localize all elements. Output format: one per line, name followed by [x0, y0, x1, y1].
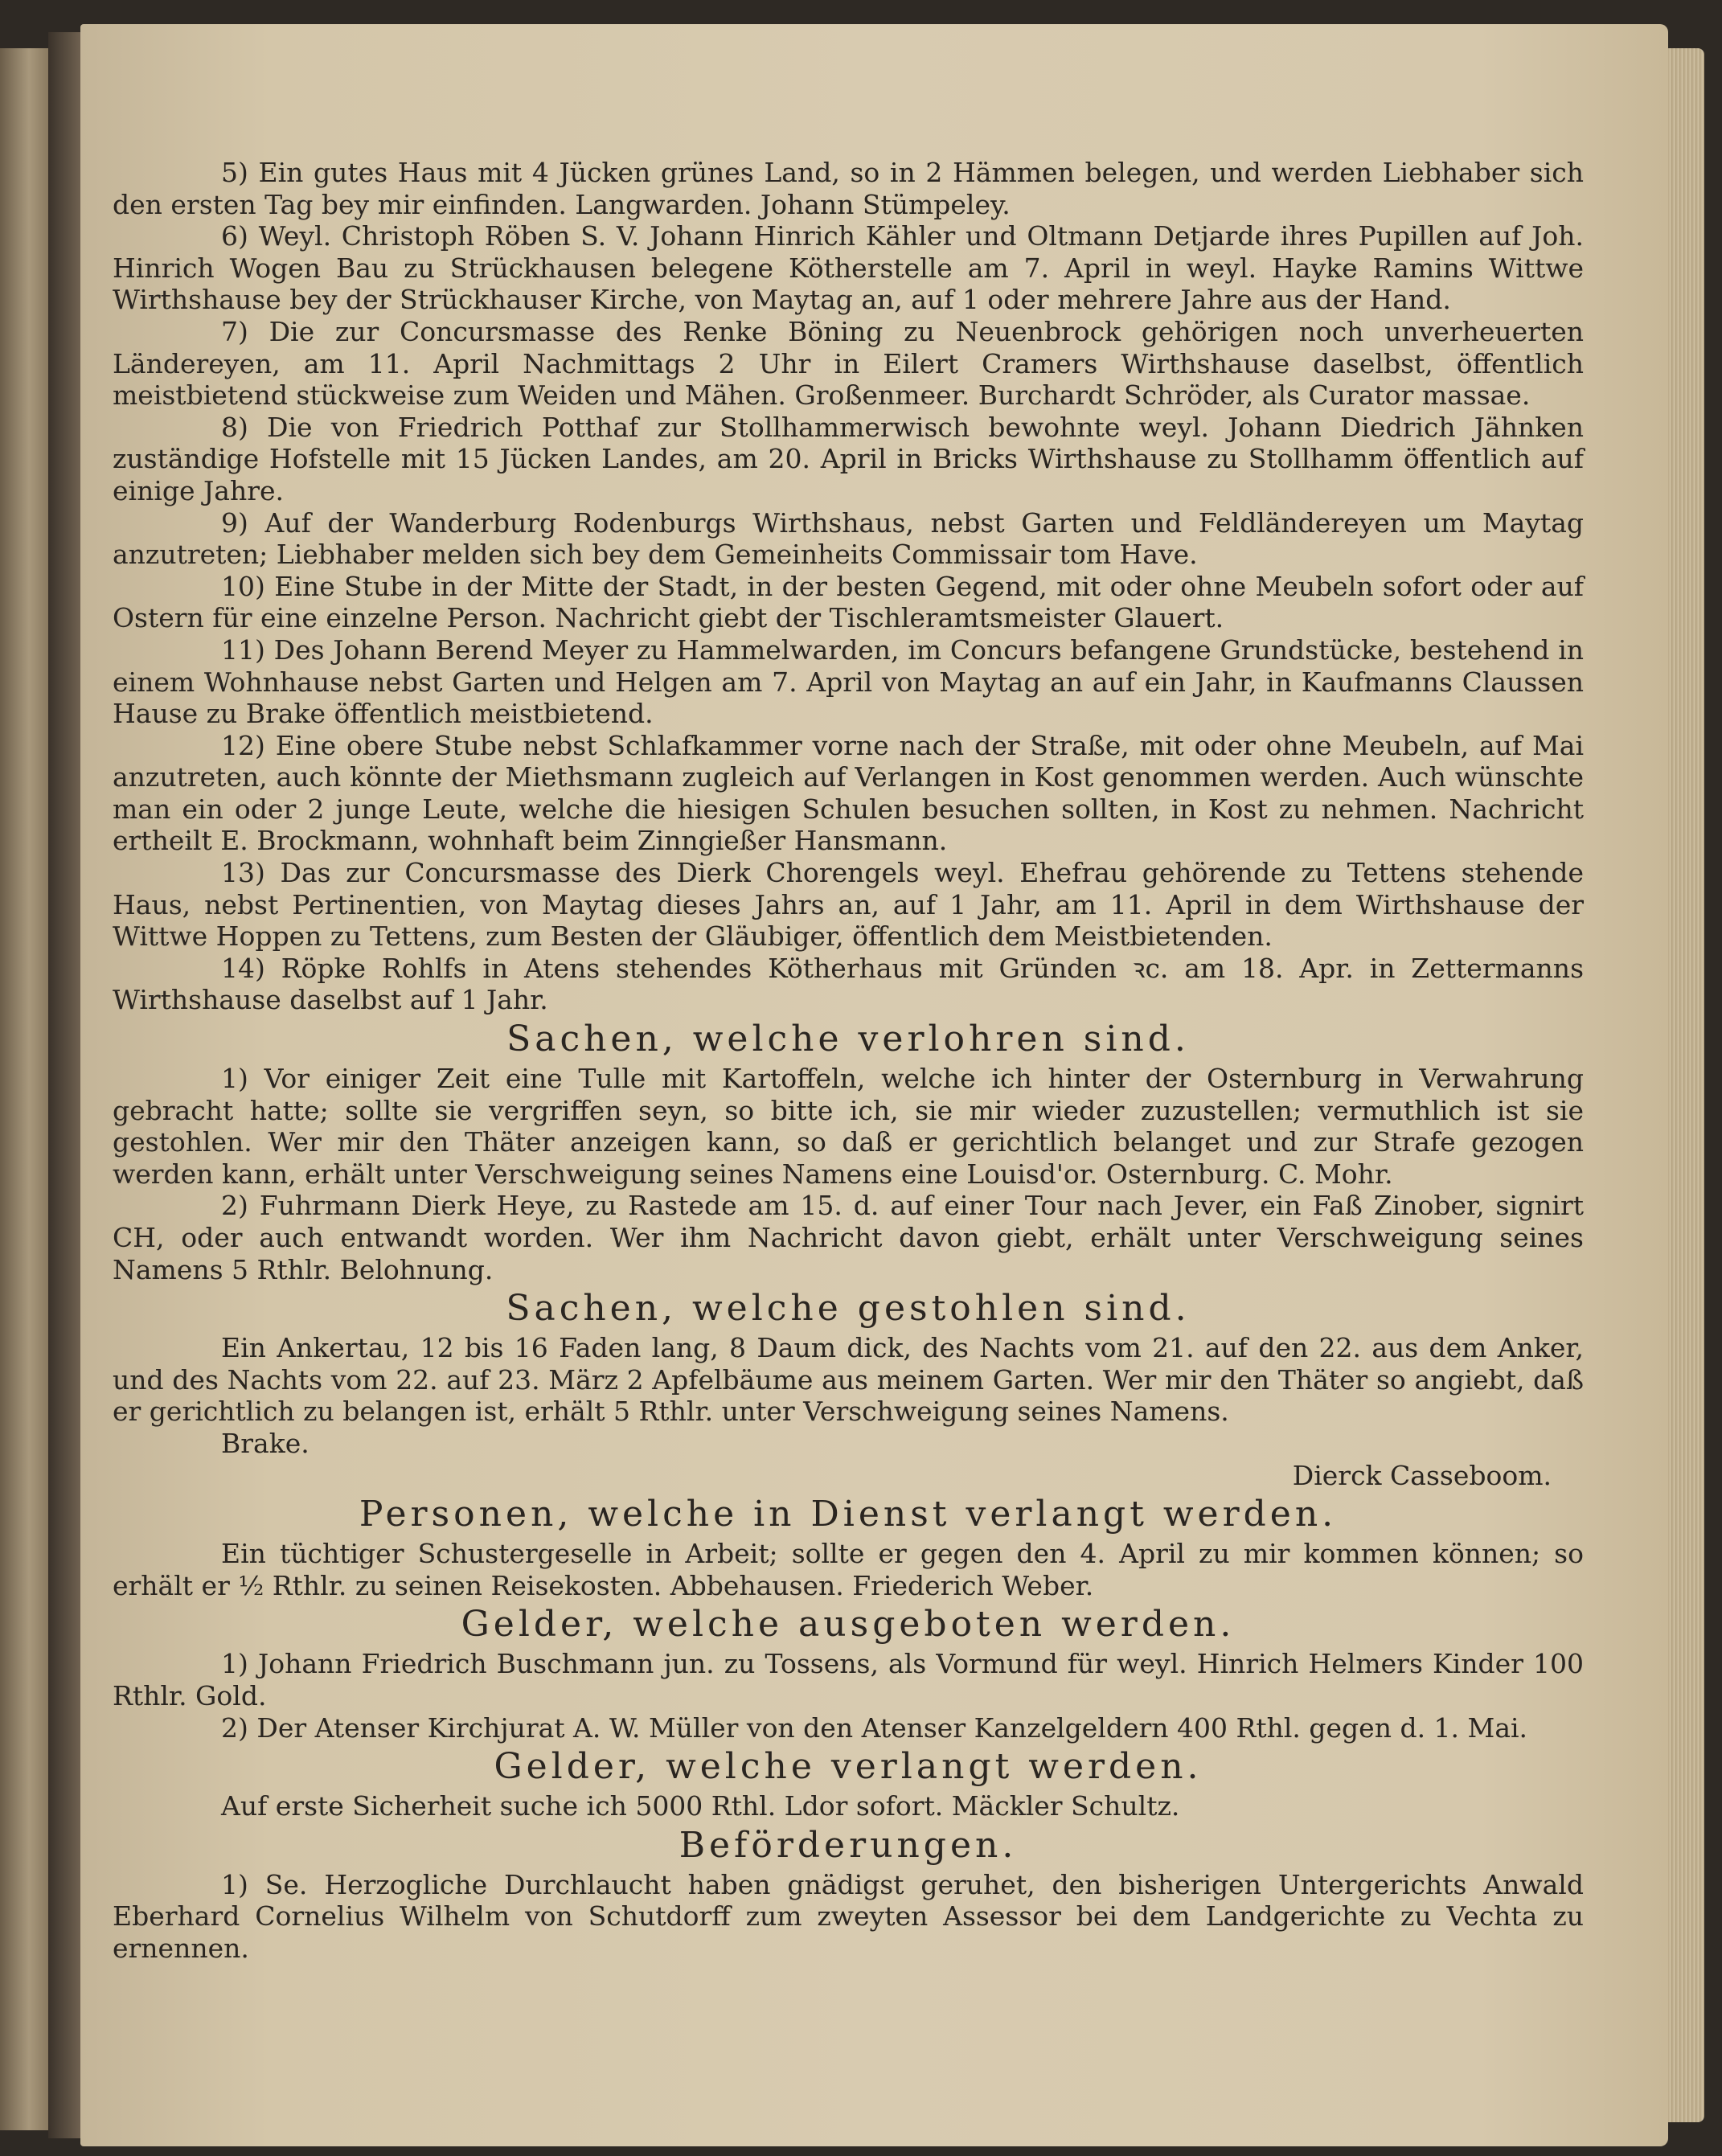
heading-money-requested: Gelder, welche verlangt werden.: [494, 1746, 1203, 1788]
heading-promotions: Beförderungen.: [679, 1824, 1018, 1866]
entry-10: 10) Eine Stube in der Mitte der Stadt, in der besten Gegend, mit oder ohne Meubeln sofort oder auf Ostern für eine einzelne Person. Nachricht giebt der Tischleramtsmeister Glauert.: [113, 570, 1584, 634]
entry-13: 13) Das zur Concursmasse des Dierk Chorengels weyl. Ehefrau gehörende zu Tettens stehende Haus, nebst Pertinentien, von Maytag dieses Jahrs an, auf 1 Jahr, am 11. April in dem Wirthshause der Wittwe Hoppen zu Tettens, zum Besten der Gläubiger, öffentlich dem Meistbietenden.: [113, 857, 1584, 953]
entry-6: 6) Weyl. Christoph Röben S. V. Johann Hinrich Kähler und Oltmann Detjarde ihres Pupillen auf Joh. Hinrich Wogen Bau zu Strückhausen belegene Kötherstelle am 7. April in weyl. Hayke Ramins Wittwe Wirthshause bey der Strückhauser Kirche, von Maytag an, auf 1 oder mehrere Jahre aus der Hand.: [113, 220, 1584, 316]
previous-page-edge: [0, 48, 48, 2130]
stolen-entry-1: Ein Ankertau, 12 bis 16 Faden lang, 8 Daum dick, des Nachts vom 21. auf den 22. aus dem Anker, und des Nachts vom 22. auf 23. März 2 Apfelbäume aus meinem Garten. Wer mir den Thäter so angiebt, daß er gerichtlich zu belangen ist, erhält 5 Rthlr. unter Verschweigung seines Namens.: [113, 1332, 1584, 1428]
heading-lost-items: Sachen, welche verlohren sind.: [506, 1019, 1190, 1060]
entry-7: 7) Die zur Concursmasse des Renke Böning zu Neuenbrock gehörigen noch unverheuerten Ländereyen, am 11. April Nachmittags 2 Uhr in Eilert Cramers Wirthshause daselbst, öffentlich meistbietend stückweise zum Weiden und Mähen. Großenmeer. Burchardt Schröder, als Curator massae.: [113, 315, 1584, 412]
money-offered-entry-2: 2) Der Atenser Kirchjurat A. W. Müller von den Atenser Kanzelgeldern 400 Rthl. gegen d. 1. Mai.: [221, 1711, 1528, 1744]
heading-stolen-items: Sachen, welche gestohlen sind.: [506, 1288, 1191, 1330]
heading-money-offered: Gelder, welche ausgeboten werden.: [461, 1604, 1236, 1646]
entry-12: 12) Eine obere Stube nebst Schlafkammer vorne nach der Straße, mit oder ohne Meubeln, auf Mai anzutreten, auch könnte der Miethsmann zugleich auf Verlangen in Kost genommen werden. Auch wünschte man ein oder 2 junge Leute, welche die hiesigen Schulen besuchen sollten, in Kost zu nehmen. Nachricht ertheilt E. Brockmann, wohnhaft beim Zinngießer Hansmann.: [113, 729, 1584, 857]
entry-5: 5) Ein gutes Haus mit 4 Jücken grünes Land, so in 2 Hämmen belegen, und werden Liebhaber sich den ersten Tag bey mir einfinden. Langwarden. Johann Stümpeley.: [113, 157, 1584, 220]
entry-14: 14) Röpke Rohlfs in Atens stehendes Kötherhaus mit Gründen ꝛc. am 18. Apr. in Zettermanns Wirthshause daselbst auf 1 Jahr.: [113, 952, 1584, 1016]
promotion-entry-1: 1) Se. Herzogliche Durchlaucht haben gnädigst geruhet, den bisherigen Untergerichts Anwald Eberhard Cornelius Wilhelm von Schutdorff zum zweyten Assessor bei dem Landgerichte zu Vechta zu ernennen.: [113, 1868, 1584, 1964]
page-text: [113, 157, 1584, 1965]
book-gutter: [48, 32, 80, 2138]
entry-9: 9) Auf der Wanderburg Rodenburgs Wirthshaus, nebst Garten und Feldländereyen um Maytag anzutreten; Liebhaber melden sich bey dem Gemeinheits Commissair tom Have.: [113, 506, 1584, 571]
service-entry-1: Ein tüchtiger Schustergeselle in Arbeit; sollte er gegen den 4. April zu mir kommen können; so erhält er ½ Rthlr. zu seinen Reisekosten. Abbehausen. Friederich Weber.: [113, 1538, 1584, 1601]
entry-8: 8) Die von Friedrich Potthaf zur Stollhammerwisch bewohnte weyl. Johann Diedrich Jähnken zuständige Hofstelle mit 15 Jücken Landes, am 20. April in Bricks Wirthshause zu Stollhamm öffentlich auf einige Jahre.: [113, 411, 1584, 506]
stolen-signature: Dierck Casseboom.: [1292, 1459, 1552, 1491]
page-stack-edges: [1668, 48, 1704, 2122]
stolen-place: Brake.: [221, 1427, 310, 1459]
heading-persons-wanted: Personen, welche in Dienst verlangt werden.: [359, 1494, 1338, 1535]
money-offered-entry-1: 1) Johann Friedrich Buschmann jun. zu Tossens, als Vormund für weyl. Hinrich Helmers Kinder 100 Rthlr. Gold.: [113, 1648, 1584, 1711]
lost-entry-1: 1) Vor einiger Zeit eine Tulle mit Kartoffeln, welche ich hinter der Osternburg in Verwahrung gebracht hatte; sollte sie vergriffen seyn, so bitte ich, sie mir wieder zuzustellen; vermuthlich ist sie gestohlen. Wer mir den Thäter anzeigen kann, so daß er gerichtlich belanget und zur Strafe gezogen werden kann, erhält unter Verschweigung seines Namens eine Louisd'or. Osternburg. C. Mohr.: [113, 1063, 1584, 1190]
money-requested-entry-1: Auf erste Sicherheit suche ich 5000 Rthl. Ldor sofort. Mäckler Schultz.: [221, 1790, 1180, 1822]
lost-entry-2: 2) Fuhrmann Dierk Heye, zu Rastede am 15. d. auf einer Tour nach Jever, ein Faß Zinober, signirt CH, oder auch entwandt worden. Wer ihm Nachricht davon giebt, erhält unter Verschweigung seines Namens 5 Rthlr. Belohnung.: [113, 1190, 1584, 1285]
entry-11: 11) Des Johann Berend Meyer zu Hammelwarden, im Concurs befangene Grundstücke, bestehend in einem Wohnhause nebst Garten und Helgen am 7. April von Maytag an auf ein Jahr, in Kaufmanns Claussen Hause zu Brake öffentlich meistbietend.: [113, 633, 1584, 730]
